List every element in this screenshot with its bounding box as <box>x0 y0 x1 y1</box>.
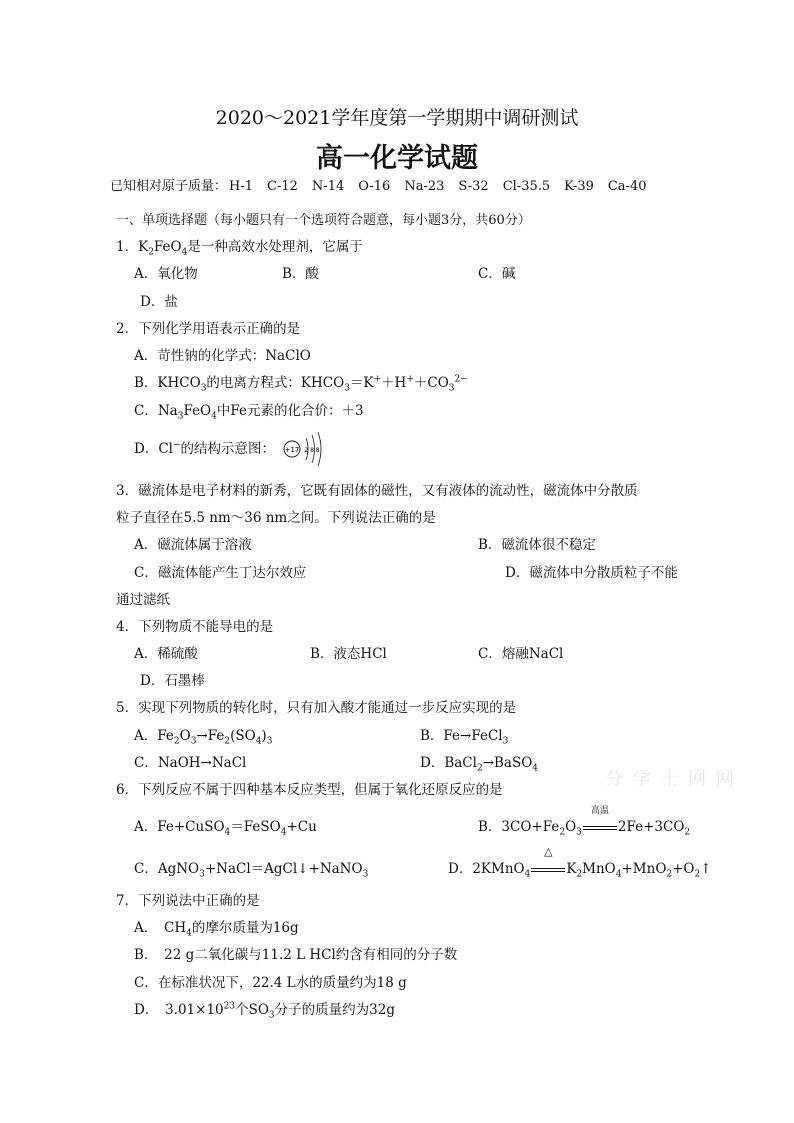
q3-option-c: C．磁流体能产生丁达尔效应 <box>134 565 307 581</box>
q1-text: K <box>138 239 149 255</box>
q6-a-text: ＝FeSO <box>230 819 281 835</box>
q2-d-text: 的结构示意图： <box>180 441 276 457</box>
q7-d-text: D． 3.01×10 <box>134 1002 224 1018</box>
question-4-stem: 4．下列物质不能导电的是 <box>116 619 274 635</box>
q6-c-sub: 3 <box>199 869 205 880</box>
q3-option-d: D．磁流体中分散质粒子不能 <box>505 565 678 581</box>
q6-d-sub: 2 <box>694 869 701 880</box>
atomic-mass-item: Cl-35.5 <box>502 179 551 194</box>
q2-b-text: ＋CO <box>413 375 449 391</box>
q6-d-text: +O <box>672 861 695 877</box>
q6-option-d <box>448 845 712 880</box>
q4-option-a: A．稀硫酸 <box>134 646 198 662</box>
q7-a-sub: 4 <box>186 928 192 939</box>
reaction-condition <box>530 845 566 878</box>
q2-c-text: C．Na <box>134 403 178 419</box>
q5-b-text: B．Fe→FeCl <box>420 728 503 744</box>
q6-b-sub: 2 <box>684 827 691 838</box>
q2-option-a: A．苛性钠的化学式：NaClO <box>134 348 311 364</box>
q2-b-sup: + <box>406 374 414 385</box>
q2-b-text: B．KHCO <box>134 375 201 391</box>
atomic-mass-item: Na-23 <box>404 179 445 194</box>
nucleus-charge: +17 <box>284 446 300 454</box>
q2-d-sup: − <box>172 440 181 451</box>
q4-option-b: B．液态HCl <box>310 646 387 662</box>
q6-a-sub: 4 <box>280 827 287 838</box>
question-3-stem-line2: 粒子直径在5.5 nm～36 nm之间。下列说法正确的是 <box>116 510 436 526</box>
q2-b-text: ＋H <box>381 375 407 391</box>
q2-option-c <box>134 402 364 420</box>
q2-c-sub: 3 <box>177 411 184 422</box>
q5-a-sub: 2 <box>173 736 180 747</box>
q7-d-text: 个SO <box>235 1002 269 1018</box>
q5-a-sub: 4 <box>255 736 262 747</box>
q6-d-sub: 2 <box>576 869 583 880</box>
question-1-stem <box>116 238 363 256</box>
q3-option-a: A．磁流体属于溶液 <box>134 537 252 553</box>
reaction-condition <box>582 806 618 836</box>
atomic-mass-item: H-1 <box>229 179 254 194</box>
atomic-mass-item: N-14 <box>311 179 345 194</box>
q6-a-text: A．Fe+CuSO <box>134 819 225 835</box>
q7-option-b: B． 22 g二氧化碳与11.2 L HCl约含有相同的分子数 <box>134 947 458 963</box>
q2-b-sup: 2− <box>454 374 468 385</box>
q6-c-sub: 3 <box>362 869 369 880</box>
question-6-stem: 6．下列反应不属于四种基本反应类型，但属于氧化还原反应的是 <box>116 782 503 798</box>
q1-num: 1． <box>116 239 139 255</box>
q7-option-c: C．在标准状况下，22.4 L水的质量约为18 g <box>134 975 407 991</box>
q2-c-text: 中Fe元素的化合价：＋3 <box>216 403 364 419</box>
q1-option-c: C．碱 <box>478 266 516 282</box>
q4-option-c: C．熔融NaCl <box>478 646 564 662</box>
atomic-masses-label: 已知相对原子质量： <box>110 179 228 194</box>
q2-b-sub: 3 <box>200 383 207 394</box>
condition-label: △ <box>544 845 553 858</box>
q5-a-text: A．Fe <box>134 728 174 744</box>
q1-text: FeO <box>153 239 182 255</box>
q5-d-text: →BaSO <box>482 755 533 771</box>
q6-b-text: B．3CO+Fe <box>478 819 560 835</box>
atomic-mass-item: K-39 <box>564 179 594 194</box>
q6-b-text: O <box>565 819 577 835</box>
q7-a-text: 的摩尔质量为16g <box>191 920 299 936</box>
q2-c-text: FeO <box>183 403 212 419</box>
q5-option-b <box>420 727 508 745</box>
atomic-mass-item: Ca-40 <box>607 179 647 194</box>
q5-a-sub: 2 <box>224 736 231 747</box>
q7-a-text: A． CH <box>134 920 187 936</box>
q5-a-sub: 3 <box>266 736 273 747</box>
exam-title: 2020～2021学年度第一学期期中调研测试 <box>215 107 579 129</box>
q1-option-b: B．酸 <box>282 266 319 282</box>
q5-a-text: ) <box>261 728 267 744</box>
q6-d-sub: 4 <box>524 869 531 880</box>
q1-sub: 2 <box>148 247 154 258</box>
q6-b-text: 2Fe+3CO <box>617 819 685 835</box>
q7-d-sup: 23 <box>223 1001 236 1012</box>
q6-c-text: +NaCl＝AgCl↓+NaNO <box>204 861 363 877</box>
q2-c-sub: 4 <box>211 411 217 422</box>
q6-d-text: D．2KMnO <box>448 861 525 877</box>
q2-option-b <box>134 374 468 392</box>
exam-subtitle: 高一化学试题 <box>316 143 478 174</box>
q5-b-sub: 3 <box>502 736 509 747</box>
q6-a-sub: 4 <box>224 827 231 838</box>
q2-b-sub: 3 <box>344 383 350 394</box>
question-3-stem-line1: 3．磁流体是电子材料的新秀，它既有固体的磁性，又有液体的流动性，磁流体中分散质 <box>116 483 638 499</box>
q2-b-sup: + <box>373 374 382 385</box>
q7-option-a <box>134 919 299 937</box>
equals-sign <box>583 826 617 830</box>
q5-option-c: C．NaOH→NaCl <box>134 755 247 771</box>
q5-option-d <box>420 754 538 772</box>
q6-option-b <box>478 806 691 838</box>
chloride-ion-structure-diagram <box>282 428 330 468</box>
atomic-masses <box>110 178 661 196</box>
q5-d-text: D．BaCl <box>420 755 477 771</box>
atomic-mass-item: O-16 <box>358 179 391 194</box>
q6-option-a <box>134 818 317 836</box>
q5-d-sub: 2 <box>476 763 483 774</box>
q6-d-sub: 2 <box>666 869 673 880</box>
q1-option-d: D．盐 <box>140 294 178 310</box>
q6-d-sub: 4 <box>615 869 622 880</box>
watermark: 分 学 士 网 网 <box>605 769 736 790</box>
q6-d-text: +MnO <box>621 861 667 877</box>
q1-sub: 4 <box>181 247 188 258</box>
q7-d-text: 分子的质量约为32g <box>274 1002 395 1018</box>
atomic-mass-item: S-32 <box>458 179 489 194</box>
q5-a-text: O <box>179 728 191 744</box>
q2-option-d <box>134 440 275 458</box>
question-5-stem: 5．实现下列物质的转化时，只有加入酸才能通过一步反应实现的是 <box>116 700 517 716</box>
q3-option-d-continued: 通过滤纸 <box>116 592 170 608</box>
q3-option-b: B．磁流体很不稳定 <box>478 537 596 553</box>
q6-d-text: MnO <box>582 861 616 877</box>
condition-label: 高温 <box>590 806 609 816</box>
atomic-mass-item: C-12 <box>267 179 298 194</box>
q2-d-text: D．Cl <box>134 441 173 457</box>
q6-d-text: ↑ <box>700 861 712 877</box>
q2-b-text: ＝K <box>349 375 374 391</box>
electron-counts: 2 8 8 <box>304 447 320 454</box>
question-2-stem: 2．下列化学用语表示正确的是 <box>116 321 301 337</box>
q1-option-a: A．氧化物 <box>134 266 198 282</box>
q7-option-d <box>134 1001 395 1019</box>
q6-b-sub: 2 <box>559 827 566 838</box>
q5-a-sub: 3 <box>190 736 197 747</box>
q2-b-text: 的电离方程式：KHCO <box>206 375 345 391</box>
q5-a-text: →Fe <box>196 728 225 744</box>
q5-a-text: (SO <box>230 728 256 744</box>
q6-a-text: +Cu <box>286 819 317 835</box>
section-heading: 一、单项选择题（每小题只有一个选项符合题意，每小题3分，共60分） <box>116 213 531 228</box>
q6-option-c <box>134 860 368 878</box>
q5-d-sub: 4 <box>532 763 539 774</box>
q7-d-sub: 3 <box>268 1010 275 1021</box>
question-7-stem: 7．下列说法中正确的是 <box>116 893 260 909</box>
q2-b-sub: 3 <box>448 383 455 394</box>
q6-d-text: K <box>566 861 577 877</box>
q4-option-d: D．石墨棒 <box>140 673 205 689</box>
equals-sign <box>531 868 565 872</box>
q6-b-sub: 3 <box>576 827 582 838</box>
q5-option-a <box>134 727 272 745</box>
q1-text: 是一种高效水处理剂，它属于 <box>187 239 363 255</box>
q6-c-text: C．AgNO <box>134 861 200 877</box>
